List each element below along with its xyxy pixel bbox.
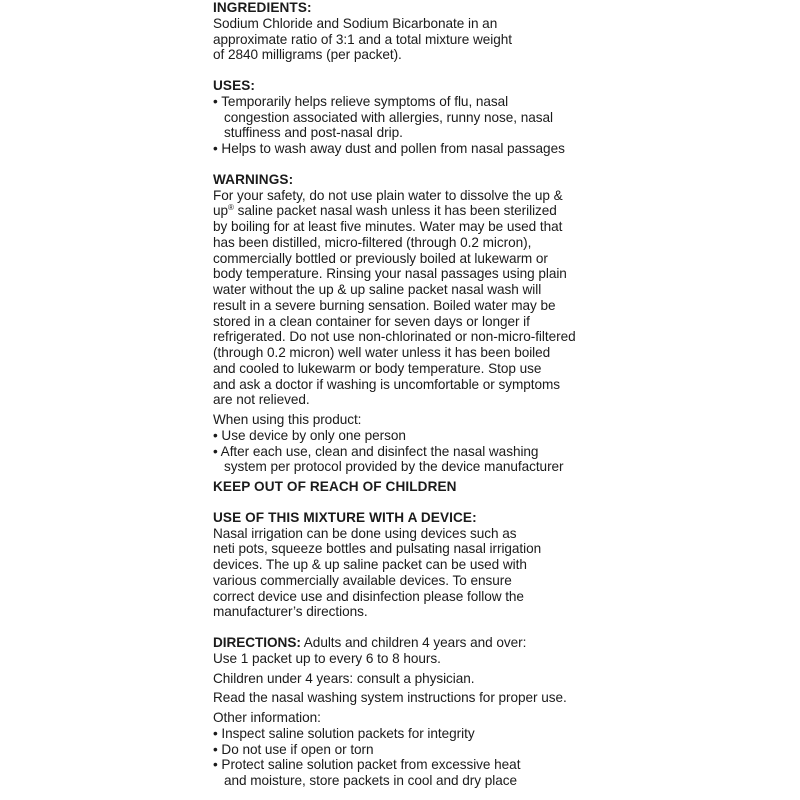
directions-text: Adults and children 4 years and over: <box>300 635 527 650</box>
other-information-heading: Other information: <box>213 710 321 725</box>
directions-section <box>213 635 593 789</box>
when-using-bullet: • Use device by only one person <box>213 427 406 443</box>
warnings-line <box>213 203 593 219</box>
warnings-heading: WARNINGS: <box>213 171 294 187</box>
warnings-line: water without the up & up saline packet nasal wash will <box>213 282 542 297</box>
ingredients-heading: INGREDIENTS: <box>213 0 312 15</box>
warnings-line: are not relieved. <box>213 392 310 408</box>
other-information-bullet: • Do not use if open or torn <box>213 741 374 757</box>
when-using-bullet-continuation: system per protocol provided by the device manufacturer <box>224 459 564 475</box>
warnings-text: saline packet nasal wash unless it has been sterilized <box>233 203 557 219</box>
registered-mark: ® <box>228 203 234 213</box>
ingredients-line: of 2840 milligrams (per packet). <box>213 47 402 63</box>
warnings-line: result in a severe burning sensation. Boiled water may be <box>213 297 556 313</box>
device-line: devices. The up & up saline packet can be used with <box>213 557 527 572</box>
directions-line <box>213 635 593 651</box>
device-heading: USE OF THIS MIXTURE WITH A DEVICE: <box>213 509 477 525</box>
device-line: correct device use and disinfection please follow the <box>213 588 524 604</box>
device-section <box>213 510 593 620</box>
warnings-line: and ask a doctor if washing is uncomfortable or symptoms <box>213 376 561 392</box>
directions-line: Use 1 packet up to every 6 to 8 hours. <box>213 650 441 666</box>
warnings-text: up <box>213 203 229 219</box>
ingredients-line: Sodium Chloride and Sodium Bicarbonate in an <box>213 15 498 31</box>
warnings-line: refrigerated. Do not use non-chlorinated or non-micro-filtered <box>213 329 576 345</box>
warnings-line: body temperature. Rinsing your nasal passages using plain <box>213 266 567 282</box>
when-using-bullet: • After each use, clean and disinfect the nasal washing <box>213 443 539 459</box>
read-instructions-line: Read the nasal washing system instructions for proper use. <box>213 690 567 706</box>
ingredients-section <box>213 0 593 63</box>
device-line: various commercially available devices. To ensure <box>213 572 512 588</box>
uses-bullet: • Temporarily helps relieve symptoms of flu, nasal <box>213 93 509 109</box>
warnings-line: has been distilled, micro-filtered (through 0.2 micron), <box>213 234 532 250</box>
warnings-line: (through 0.2 micron) well water unless it has been boiled <box>213 345 551 360</box>
drug-facts-label <box>213 0 593 789</box>
warnings-line: by boiling for at least five minutes. Water may be used that <box>213 219 563 234</box>
directions-heading: DIRECTIONS: <box>213 635 301 650</box>
other-information-bullet: • Protect saline solution packet from excessive heat <box>213 757 521 773</box>
children-line: Children under 4 years: consult a physician. <box>213 670 475 686</box>
device-line: neti pots, squeeze bottles and pulsating nasal irrigation <box>213 541 542 557</box>
uses-heading: USES: <box>213 78 256 93</box>
uses-bullet-continuation: stuffiness and post-nasal drip. <box>224 125 403 141</box>
ingredients-line: approximate ratio of 3:1 and a total mixture weight <box>213 31 512 47</box>
device-line: manufacturer’s directions. <box>213 604 368 620</box>
warnings-line: and cooled to lukewarm or body temperature. Stop use <box>213 360 542 376</box>
uses-bullet: • Helps to wash away dust and pollen from nasal passages <box>213 141 565 156</box>
keep-out-of-reach: KEEP OUT OF REACH OF CHILDREN <box>213 479 457 494</box>
other-information-bullet: • Inspect saline solution packets for integrity <box>213 725 475 741</box>
other-information-bullet-continuation: and moisture, store packets in cool and dry place <box>224 773 517 788</box>
warnings-line: stored in a clean container for seven days or longer if <box>213 313 530 329</box>
when-using-heading: When using this product: <box>213 412 362 427</box>
warnings-line: For your safety, do not use plain water to dissolve the up & <box>213 187 563 203</box>
device-line: Nasal irrigation can be done using devices such as <box>213 525 517 541</box>
warnings-section <box>213 172 593 495</box>
warnings-line: commercially bottled or previously boiled at lukewarm or <box>213 250 548 266</box>
uses-bullet-continuation: congestion associated with allergies, runny nose, nasal <box>224 109 553 125</box>
uses-section <box>213 78 593 157</box>
